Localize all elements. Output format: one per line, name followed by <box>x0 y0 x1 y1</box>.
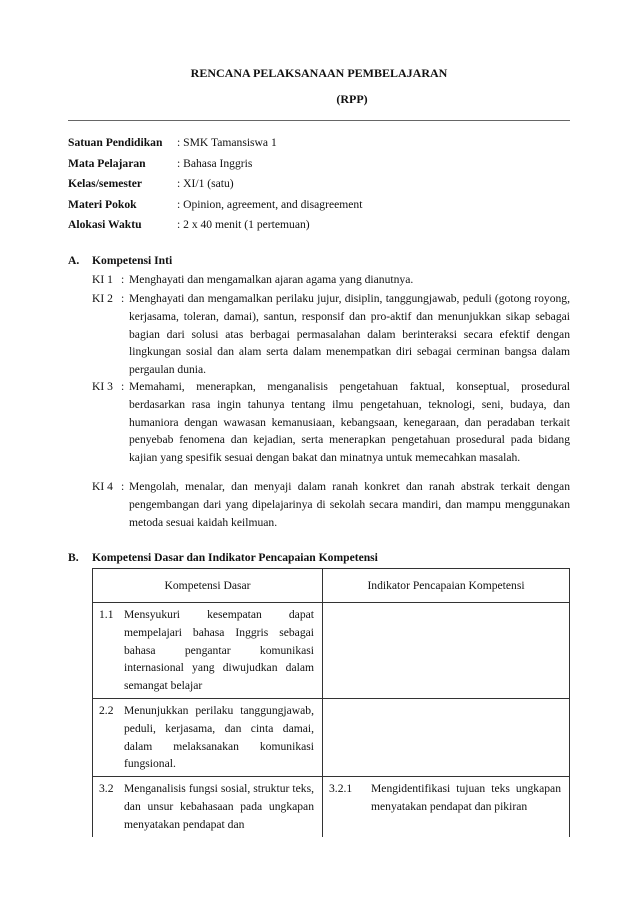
identity-value: : Opinion, agreement, and disagreement <box>177 197 363 211</box>
kd-number: 1.1 <box>99 608 114 621</box>
ki-label: KI 1 <box>92 273 113 286</box>
kd-cell <box>93 777 323 837</box>
ki-label: KI 4 <box>92 480 113 493</box>
ki-text: Menghayati dan mengamalkan perilaku jujur, disiplin, tanggungjawab, peduli (gotong royong, kerjasama, toleran, damai), santun, responsif dan pro-aktif dan menunjukkan sikap sebagai bagian dari solusi atas berbagai permasalahan dalam berinteraksi secara efektif dengan lingkungan sosial dan alam serta dalam menempatkan diri sebagai cerminan bangsa dalam pergaulan dunia. <box>129 292 570 377</box>
table-row <box>93 698 570 776</box>
section-a-title: Kompetensi Inti <box>92 254 173 267</box>
indicator-cell <box>323 698 570 776</box>
identity-table <box>68 134 570 237</box>
ki-colon: : <box>121 480 125 493</box>
ki-item <box>92 271 570 289</box>
ki-colon: : <box>121 380 125 393</box>
ki-item <box>92 290 570 379</box>
identity-value: : Bahasa Inggris <box>177 156 253 170</box>
identity-key: Materi Pokok <box>68 197 137 211</box>
identity-value: : SMK Tamansiswa 1 <box>177 136 277 149</box>
column-header-indicator: Indikator Pencapaian Kompetensi <box>323 569 570 603</box>
identity-value: : XI/1 (satu) <box>177 177 234 191</box>
column-header-kd: Kompetensi Dasar <box>93 569 323 603</box>
indicator-number: 3.2.1 <box>329 782 353 796</box>
document-title: RENCANA PELAKSANAAN PEMBELAJARAN <box>190 66 448 80</box>
table-row <box>93 777 570 837</box>
ki-colon: : <box>121 273 125 286</box>
ki-colon: : <box>121 292 125 305</box>
identity-key: Satuan Pendidikan <box>68 136 163 149</box>
section-a-number: A. <box>68 254 80 267</box>
ki-text: Menghayati dan mengamalkan ajaran agama yang dianutnya. <box>129 273 414 286</box>
identity-row <box>68 216 570 237</box>
kd-text: Menunjukkan perilaku tanggungjawab, peduli, kerjasama, dan cinta damai, dalam melaksanakan komunikasi fungsional. <box>124 703 314 771</box>
kd-cell <box>93 603 323 699</box>
identity-row <box>68 134 570 155</box>
document-subtitle: (RPP) <box>336 92 368 106</box>
header-divider <box>68 120 570 121</box>
section-b-number: B. <box>68 551 79 564</box>
identity-key: Alokasi Waktu <box>68 218 142 232</box>
identity-key: Mata Pelajaran <box>68 156 146 170</box>
table-row <box>93 603 570 699</box>
identity-row <box>68 196 570 217</box>
section-b-title: Kompetensi Dasar dan Indikator Pencapaian Kompetensi <box>92 551 378 564</box>
ki-label: KI 3 <box>92 380 113 393</box>
identity-value: : 2 x 40 menit (1 pertemuan) <box>177 218 310 232</box>
indicator-cell <box>323 603 570 699</box>
ki-item <box>92 378 570 467</box>
indicator-text: Mengidentifikasi tujuan teks ungkapan menyatakan pendapat dan pikiran <box>371 782 561 813</box>
indicator-cell <box>323 777 570 837</box>
ki-item <box>92 478 570 531</box>
kd-number: 3.2 <box>99 782 114 796</box>
kd-number: 2.2 <box>99 703 114 717</box>
section-a-heading <box>68 252 172 270</box>
identity-row <box>68 155 570 176</box>
kd-cell <box>93 698 323 776</box>
kd-text: Menganalisis fungsi sosial, struktur teks, dan unsur kebahasaan pada ungkapan menyatakan pendapat dan <box>124 782 314 831</box>
identity-row <box>68 175 570 196</box>
ki-text: Memahami, menerapkan, menganalisis pengetahuan faktual, konseptual, prosedural berdasarkan rasa ingin tahunya tentang ilmu pengetahuan, teknologi, seni, budaya, dan humaniora dengan wawasan kemanusiaan, kebangsaan, kenegaraan, dan peradaban terkait penyebab fenomena dan kejadian, serta menerapkan pengetahuan prosedural pada bidang kajian yang spesifik sesuai dengan bakat dan minatnya untuk memecahkan masalah. <box>129 380 570 465</box>
section-b-heading <box>68 549 378 567</box>
kd-text: Mensyukuri kesempatan dapat mempelajari bahasa Inggris sebagai bahasa pengantar komunikasi internasional yang diwujudkan dalam semangat belajar <box>124 608 314 693</box>
ki-text: Mengolah, menalar, dan menyaji dalam ranah konkret dan ranah abstrak terkait dengan pengembangan dari yang dipelajarinya di sekolah secara mandiri, dan mampu menggunakan metoda sesuai kaidah keilmuan. <box>129 480 570 529</box>
competency-table <box>92 568 570 837</box>
ki-label: KI 2 <box>92 292 113 305</box>
identity-key: Kelas/semester <box>68 177 143 191</box>
competency-header-row <box>93 569 570 603</box>
